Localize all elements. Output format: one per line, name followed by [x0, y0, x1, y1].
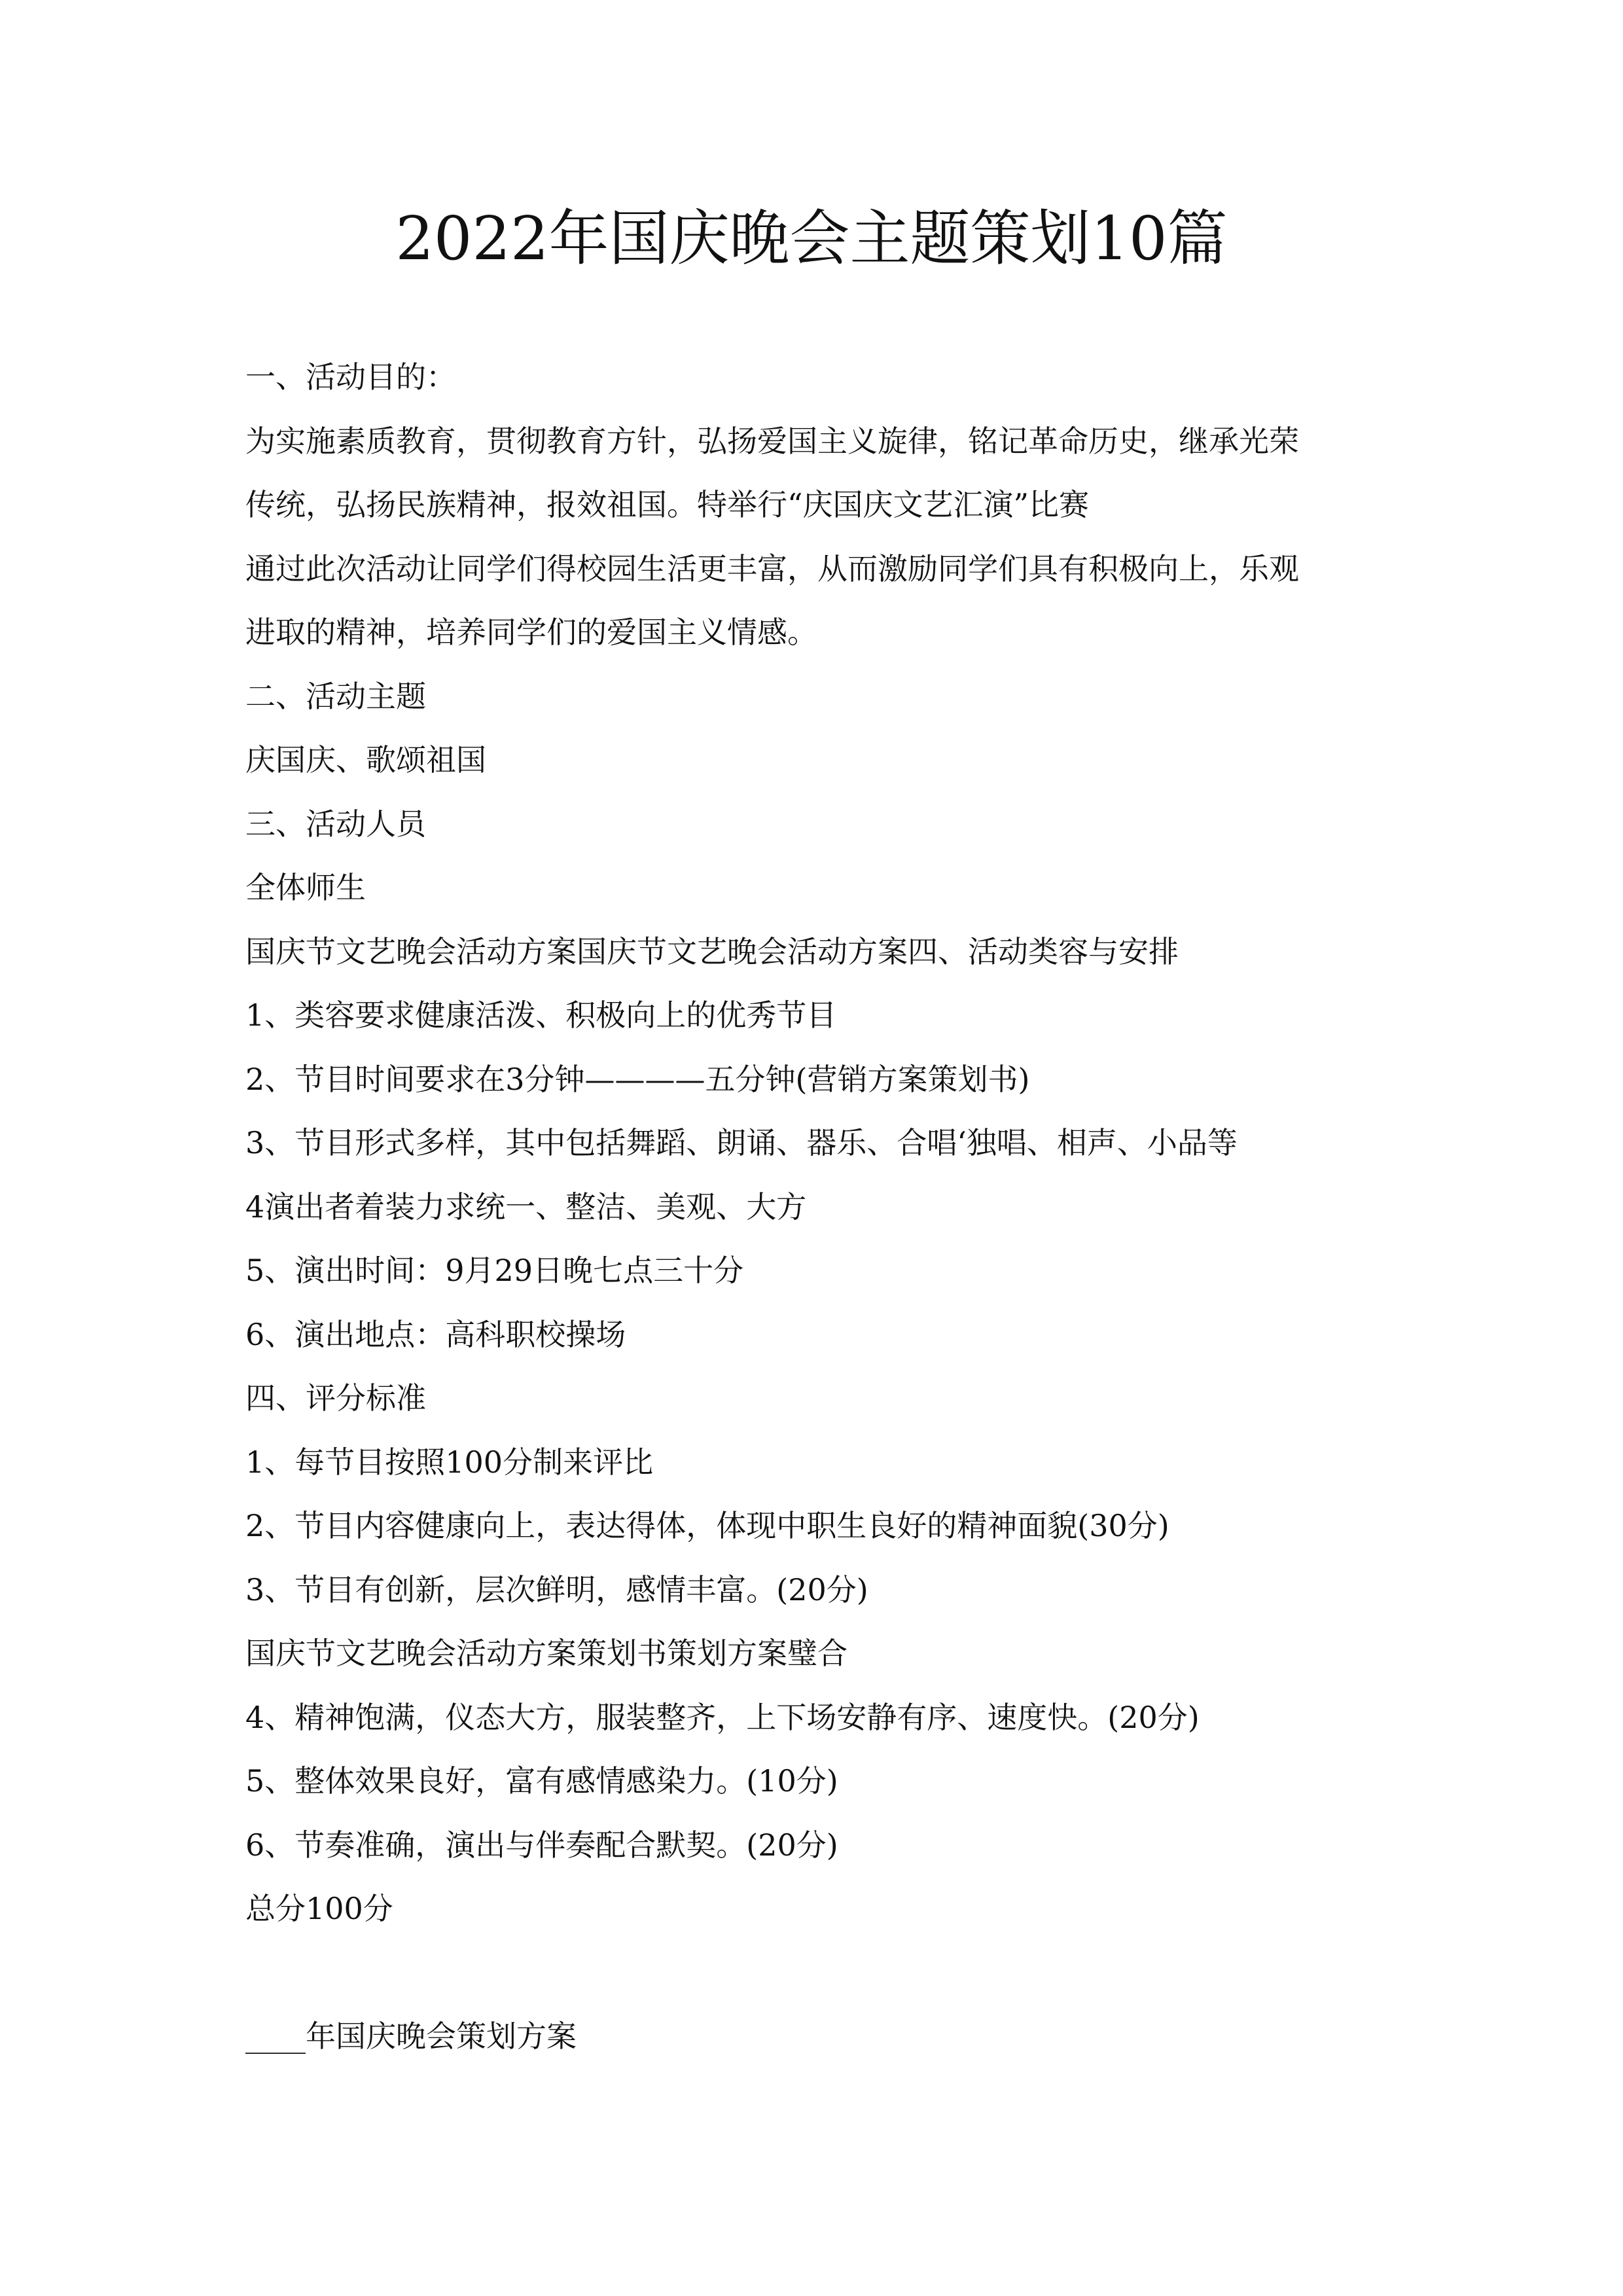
list-item: 6、节奏准确，演出与伴奏配合默契。(20分)	[245, 1827, 838, 1863]
list-item: 5、演出时间：9月29日晚七点三十分	[245, 1253, 744, 1288]
list-item: 6、演出地点：高科职校操场	[245, 1316, 626, 1352]
paragraph-gap	[245, 1941, 1397, 2005]
list-item: 1、每节目按照100分制来评比	[245, 1444, 654, 1480]
list-item: 2、节目时间要求在3分钟————五分钟(营销方案策划书)	[245, 1061, 1030, 1097]
list-item: 4、精神饱满，仪态大方，服装整齐，上下场安静有序、速度快。(20分)	[245, 1699, 1200, 1735]
list-item: 3、节目有创新，层次鲜明，感情丰富。(20分)	[245, 1571, 868, 1607]
section-heading-participants: 三、活动人员	[245, 806, 426, 842]
paragraph-line: 国庆节文艺晚会活动方案策划书策划方案璧合	[245, 1636, 847, 1671]
list-item: 3、节目形式多样，其中包括舞蹈、朗诵、器乐、合唱‘独唱、相声、小品等	[245, 1125, 1238, 1160]
paragraph-line: 进取的精神，培养同学们的爱国主义情感。	[245, 615, 817, 650]
list-item: 5、整体效果良好，富有感情感染力。(10分)	[245, 1763, 838, 1799]
document-body	[245, 346, 1397, 2069]
document-title: 2022年国庆晚会主题策划10篇	[395, 204, 1228, 274]
paragraph-line: 国庆节文艺晚会活动方案国庆节文艺晚会活动方案四、活动类容与安排	[245, 933, 1179, 969]
paragraph-line: 庆国庆、歌颂祖国	[245, 742, 486, 778]
list-item: 4演出者着装力求统一、整洁、美观、大方	[245, 1189, 807, 1225]
section-heading-theme: 二、活动主题	[245, 678, 426, 714]
paragraph-line: 全体师生	[245, 870, 366, 905]
next-section-title: ____年国庆晚会策划方案	[245, 2018, 577, 2054]
section-heading-scoring: 四、评分标准	[245, 1380, 426, 1416]
paragraph-line: 传统，弘扬民族精神，报效祖国。特举行“庆国庆文艺汇演”比赛	[245, 487, 1090, 522]
list-item: 2、节目内容健康向上，表达得体，体现中职生良好的精神面貌(30分)	[245, 1508, 1169, 1543]
section-heading-purpose: 一、活动目的：	[245, 359, 456, 395]
list-item: 1、类容要求健康活泼、积极向上的优秀节目	[245, 997, 837, 1033]
paragraph-line: 为实施素质教育，贯彻教育方针，弘扬爱国主义旋律，铭记革命历史，继承光荣	[245, 423, 1299, 459]
total-score: 总分100分	[245, 1891, 393, 1926]
paragraph-line: 通过此次活动让同学们得校园生活更丰富，从而激励同学们具有积极向上，乐观	[245, 550, 1299, 586]
